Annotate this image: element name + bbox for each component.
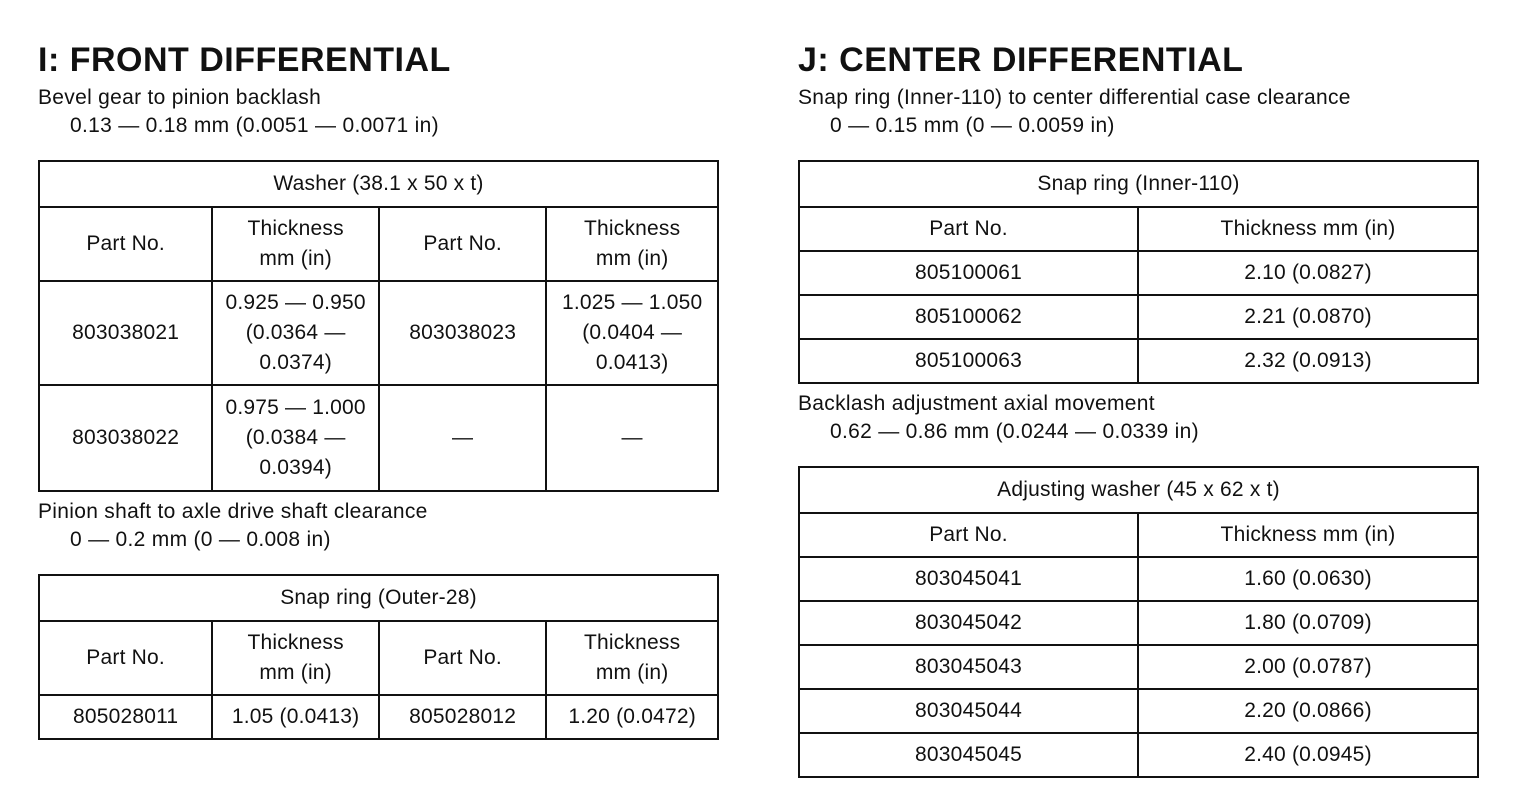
table-cell: 803045041: [799, 557, 1138, 601]
table-cell: 805100062: [799, 295, 1138, 339]
table-row: [39, 385, 718, 491]
bevel-gear-backlash-label: Bevel gear to pinion backlash: [38, 86, 322, 109]
table-cell: 2.40 (0.0945): [1138, 733, 1478, 777]
table-cell: 1.05 (0.0413): [212, 695, 379, 739]
table-cell: 803038023: [379, 281, 546, 385]
table-cell: 0.925 — 0.950 (0.0364 — 0.0374): [212, 281, 379, 385]
table-cell: 805028012: [379, 695, 546, 739]
column-header: Thickness mm (in): [212, 621, 379, 695]
table-cell: 803038021: [39, 281, 212, 385]
table-cell: 1.025 — 1.050 (0.0404 — 0.0413): [546, 281, 718, 385]
table-caption: Snap ring (Inner-110): [799, 161, 1478, 207]
table-cell: 1.80 (0.0709): [1138, 601, 1478, 645]
table-row: [799, 689, 1478, 733]
table-cell: —: [379, 385, 546, 491]
column-header: Part No.: [379, 207, 546, 281]
table-cell: 803045045: [799, 733, 1138, 777]
column-header: Part No.: [799, 513, 1138, 557]
table-caption: Snap ring (Outer-28): [39, 575, 718, 621]
table-row: [39, 695, 718, 739]
column-header: Thickness mm (in): [1138, 513, 1478, 557]
column-header: Thickness mm (in): [546, 621, 718, 695]
table-caption: Washer (38.1 x 50 x t): [39, 161, 718, 207]
table-row: [799, 557, 1478, 601]
table-cell: 1.20 (0.0472): [546, 695, 718, 739]
center-adjusting-washer-table: [798, 466, 1479, 778]
table-row: [799, 645, 1478, 689]
column-header: Part No.: [39, 207, 212, 281]
center-snap-ring-table: [798, 160, 1479, 384]
column-header: Thickness mm (in): [1138, 207, 1478, 251]
table-cell: 2.21 (0.0870): [1138, 295, 1478, 339]
table-row: [799, 733, 1478, 777]
table-cell: 805100061: [799, 251, 1138, 295]
table-cell: 803045043: [799, 645, 1138, 689]
table-cell: 0.975 — 1.000 (0.0384 — 0.0394): [212, 385, 379, 491]
column-header: Part No.: [379, 621, 546, 695]
table-cell: 2.32 (0.0913): [1138, 339, 1478, 383]
table-cell: 803045044: [799, 689, 1138, 733]
table-cell: 805028011: [39, 695, 212, 739]
table-row: [799, 251, 1478, 295]
table-cell: 2.00 (0.0787): [1138, 645, 1478, 689]
axial-movement-value: 0.62 — 0.86 mm (0.0244 — 0.0339 in): [830, 420, 1199, 443]
column-header: Part No.: [799, 207, 1138, 251]
front-washer-table: [38, 160, 719, 492]
front-snap-ring-table: [38, 574, 719, 740]
table-row: [39, 281, 718, 385]
snap-ring-case-clearance-label: Snap ring (Inner-110) to center differential case clearance: [798, 86, 1351, 109]
table-cell: 2.20 (0.0866): [1138, 689, 1478, 733]
table-row: [799, 601, 1478, 645]
center-differential-section: [798, 38, 1480, 778]
bevel-gear-backlash-value: 0.13 — 0.18 mm (0.0051 — 0.0071 in): [70, 114, 439, 137]
column-header: Thickness mm (in): [546, 207, 718, 281]
table-cell: 803045042: [799, 601, 1138, 645]
pinion-shaft-clearance-label: Pinion shaft to axle drive shaft clearance: [38, 500, 428, 523]
table-cell: 805100063: [799, 339, 1138, 383]
column-header: Part No.: [39, 621, 212, 695]
table-cell: 1.60 (0.0630): [1138, 557, 1478, 601]
table-cell: —: [546, 385, 718, 491]
pinion-shaft-clearance-value: 0 — 0.2 mm (0 — 0.008 in): [70, 528, 331, 551]
table-caption: Adjusting washer (45 x 62 x t): [799, 467, 1478, 513]
front-differential-section: [38, 38, 720, 740]
column-header: Thickness mm (in): [212, 207, 379, 281]
table-cell: 803038022: [39, 385, 212, 491]
axial-movement-label: Backlash adjustment axial movement: [798, 392, 1155, 415]
snap-ring-case-clearance-value: 0 — 0.15 mm (0 — 0.0059 in): [830, 114, 1115, 137]
table-cell: 2.10 (0.0827): [1138, 251, 1478, 295]
center-differential-title: J: CENTER DIFFERENTIAL: [798, 41, 1244, 79]
table-row: [799, 339, 1478, 383]
table-row: [799, 295, 1478, 339]
front-differential-title: I: FRONT DIFFERENTIAL: [38, 41, 451, 79]
